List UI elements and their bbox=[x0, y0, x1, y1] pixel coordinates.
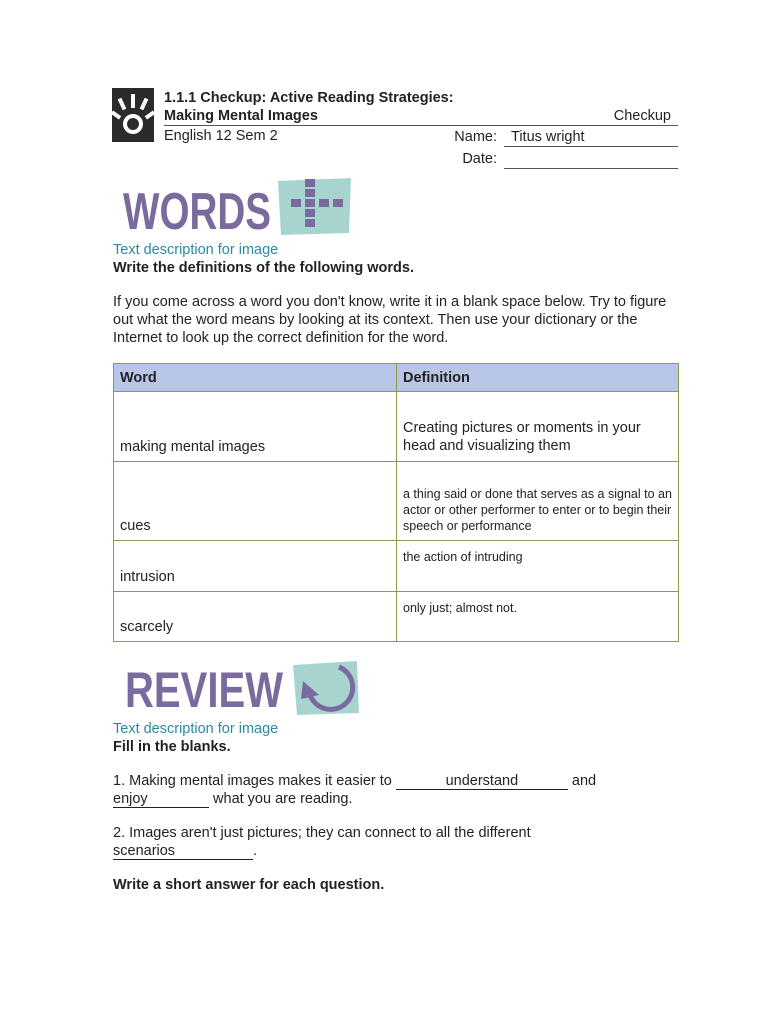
definition-cell[interactable]: the action of intruding bbox=[397, 541, 679, 592]
review-instruction: Fill in the blanks. bbox=[113, 739, 231, 755]
word-cell[interactable]: making mental images bbox=[114, 392, 397, 462]
review-image-description-link[interactable]: Text description for image bbox=[113, 721, 279, 737]
table-header-definition: Definition bbox=[397, 364, 679, 392]
table-row bbox=[114, 462, 679, 541]
words-instruction: Write the definitions of the following words. bbox=[113, 260, 414, 276]
q1-blank-2[interactable]: enjoy bbox=[113, 791, 209, 808]
word-cell[interactable]: cues bbox=[114, 462, 397, 541]
definitions-table bbox=[113, 363, 679, 642]
word-cell[interactable]: intrusion bbox=[114, 541, 397, 592]
q1-text-1: 1. Making mental images makes it easier to bbox=[113, 773, 396, 789]
name-underline bbox=[504, 146, 678, 147]
table-row bbox=[114, 541, 679, 592]
question-2 bbox=[113, 824, 683, 860]
q2-blank[interactable]: scenarios bbox=[113, 843, 253, 860]
word-cell[interactable]: scarcely bbox=[114, 592, 397, 642]
words-paragraph: If you come across a word you don't know, write it in a blank space below. Try to figure out what the word means by looking at its context. Then use your dictionary or the Internet to look up the correct definition for the word. bbox=[113, 294, 667, 346]
table-header-word: Word bbox=[114, 364, 397, 392]
header-divider bbox=[164, 125, 678, 126]
words-banner-image bbox=[113, 173, 363, 237]
q1-text-2: and bbox=[567, 773, 597, 789]
definition-cell[interactable]: Creating pictures or moments in your head and visualizing them bbox=[397, 392, 679, 462]
review-banner-image bbox=[113, 651, 363, 715]
q2-text-1: 2. Images aren't just pictures; they can connect to all the different bbox=[113, 825, 531, 841]
words-banner-text: WORDS bbox=[123, 183, 271, 237]
table-row bbox=[114, 392, 679, 462]
date-field[interactable] bbox=[504, 168, 678, 169]
q1-text-3: what you are reading. bbox=[209, 791, 353, 807]
table-header-row bbox=[114, 364, 679, 392]
definition-cell[interactable]: a thing said or done that serves as a signal to an actor or other performer to enter or to begin their speech or performance bbox=[397, 462, 679, 541]
name-label: Name: bbox=[454, 129, 497, 145]
question-1 bbox=[113, 772, 683, 808]
definition-cell[interactable]: only just; almost not. bbox=[397, 592, 679, 642]
short-answer-instruction: Write a short answer for each question. bbox=[113, 877, 385, 893]
q1-blank-1[interactable]: understand bbox=[396, 773, 568, 790]
assignment-type: Checkup bbox=[613, 108, 671, 124]
course-name: English 12 Sem 2 bbox=[164, 128, 278, 144]
assignment-subtitle: Making Mental Images bbox=[164, 108, 318, 124]
name-field[interactable]: Titus wright bbox=[511, 129, 585, 145]
words-image-description-link[interactable]: Text description for image bbox=[113, 242, 279, 258]
date-label: Date: bbox=[462, 151, 497, 167]
school-logo-icon bbox=[112, 88, 154, 142]
q2-text-2: . bbox=[253, 843, 258, 859]
review-banner-text: REVIEW bbox=[125, 662, 284, 715]
table-row bbox=[114, 592, 679, 642]
assignment-title: 1.1.1 Checkup: Active Reading Strategies: bbox=[164, 90, 454, 106]
